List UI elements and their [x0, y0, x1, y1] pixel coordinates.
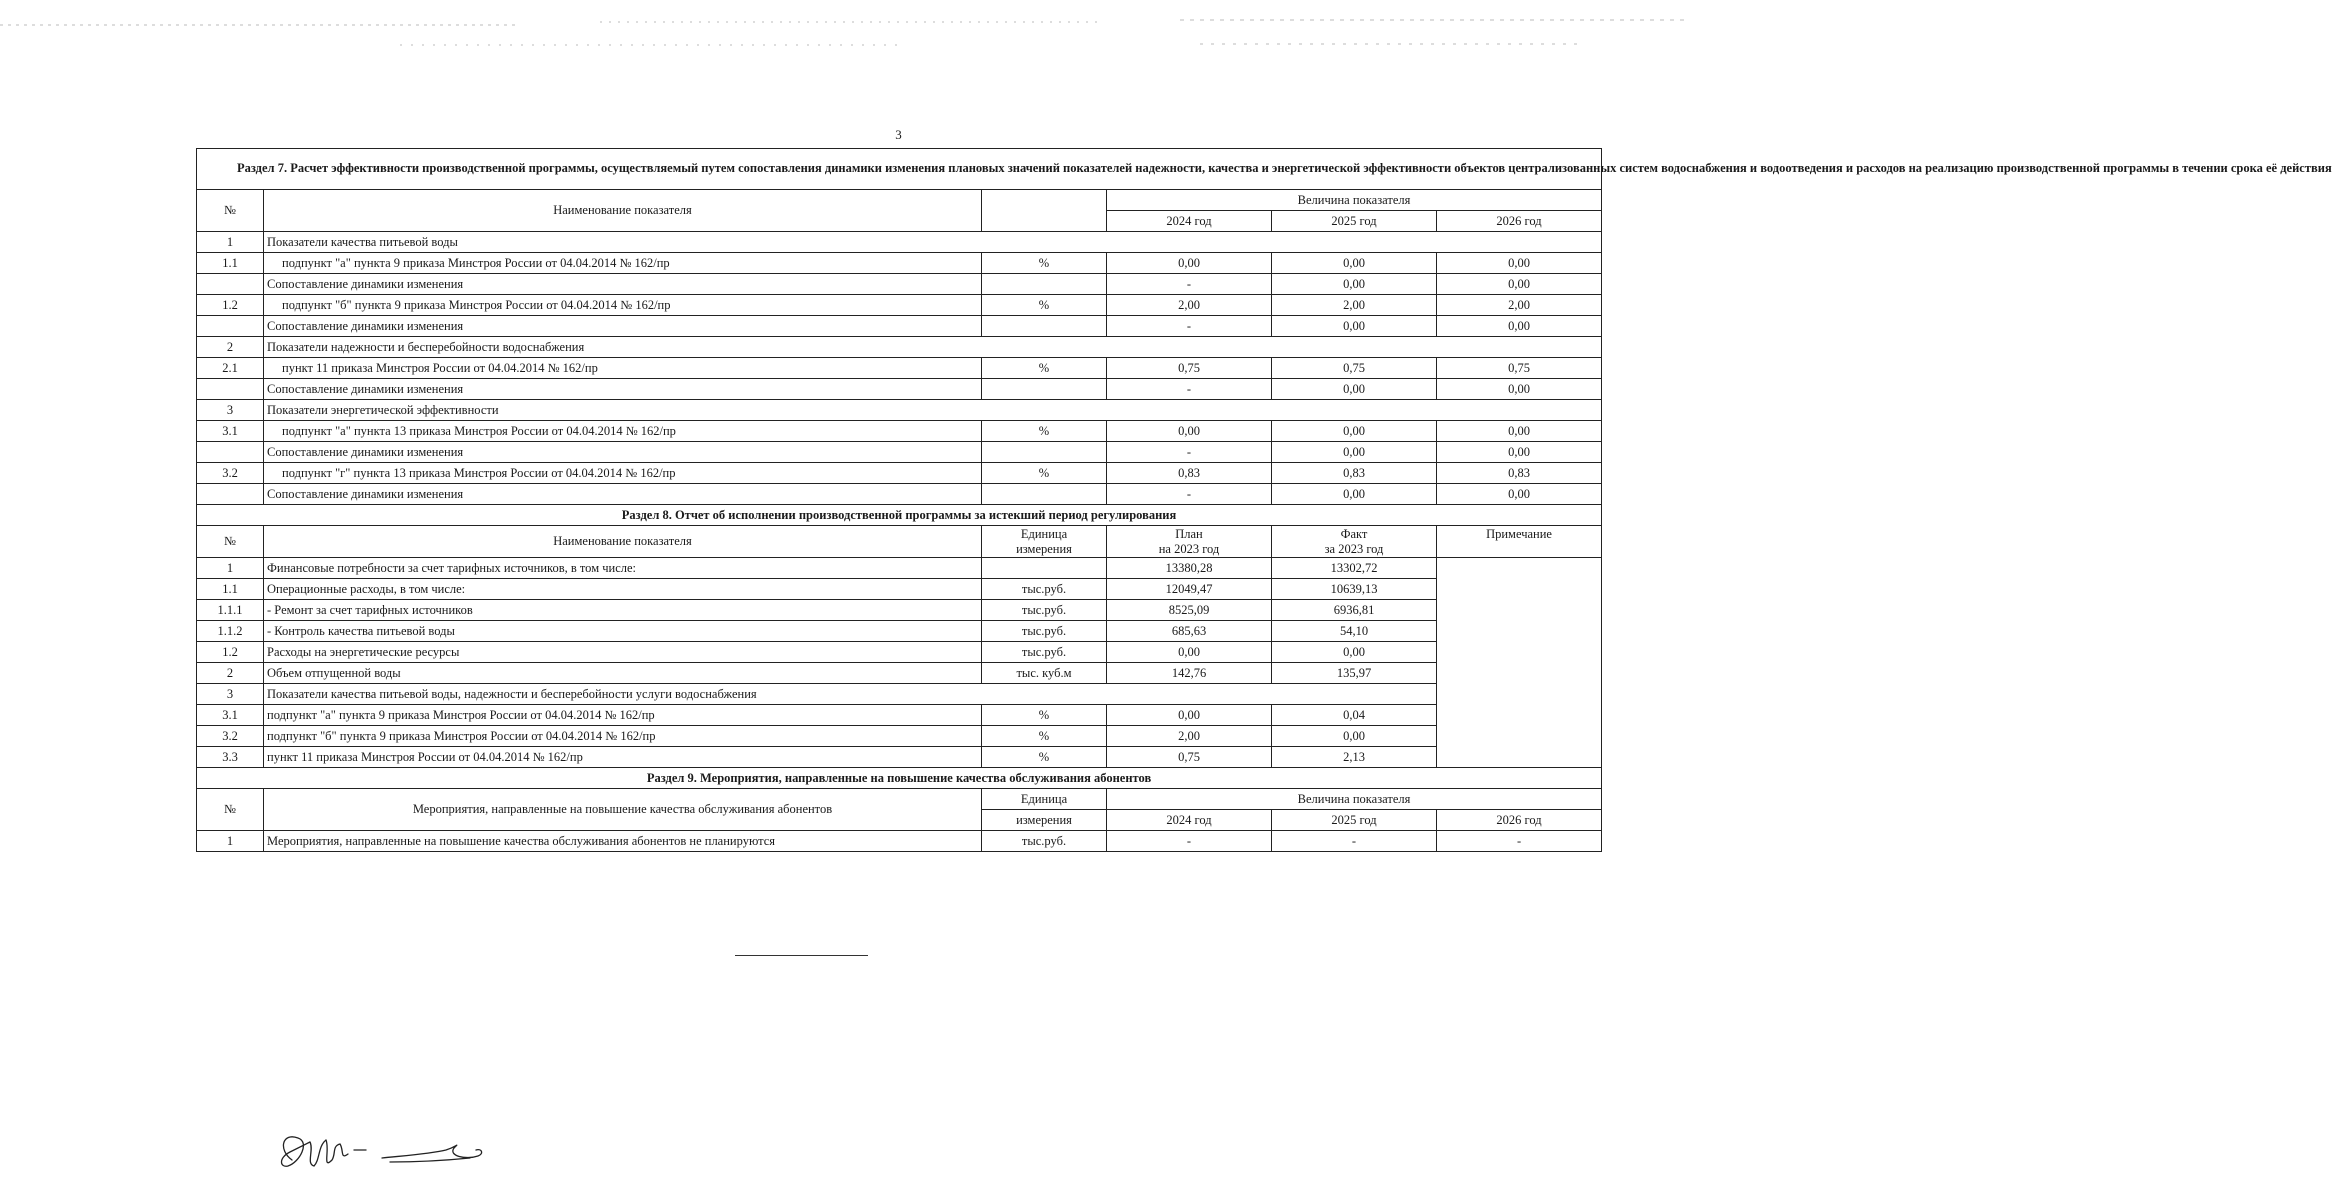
section9-header-num: № [197, 788, 264, 830]
section8-cell-name: подпункт "б" пункта 9 приказа Минстроя России от 04.04.2014 № 162/пр [264, 725, 982, 746]
section8-title-row [197, 505, 1602, 526]
section7-cell-name: подпункт "а" пункта 13 приказа Минстроя России от 04.04.2014 № 162/пр [264, 421, 982, 442]
section7-header-2026: 2026 год [1437, 211, 1602, 232]
section7-cell-2026: 0,75 [1437, 358, 1602, 379]
section7-cell-num: 1.1 [197, 253, 264, 274]
section8-cell-fact: 13302,72 [1272, 557, 1437, 578]
section7-header-value-group: Величина показателя [1107, 190, 1602, 211]
document-table-area [196, 148, 2332, 852]
section9-cell-num: 1 [197, 830, 264, 851]
section7-cell-2025: 0,00 [1272, 379, 1437, 400]
section7-row [197, 253, 1602, 274]
section9-row [197, 830, 1602, 851]
section7-cell-2025: 0,00 [1272, 421, 1437, 442]
section7-cell-unit [982, 379, 1107, 400]
section9-header-2026: 2026 год [1437, 809, 1602, 830]
section7-cell-unit: % [982, 421, 1107, 442]
section7-cell-name: Сопоставление динамики изменения [264, 484, 982, 505]
section8-header-fact [1272, 526, 1437, 558]
section8-header-plan [1107, 526, 1272, 558]
section8-cell-plan: 12049,47 [1107, 578, 1272, 599]
section7-cell-2026: 0,00 [1437, 253, 1602, 274]
section8-row [197, 662, 1602, 683]
section7-cell-2026: 0,00 [1437, 421, 1602, 442]
section8-cell-fact: 0,00 [1272, 725, 1437, 746]
section7-cell-num [197, 316, 264, 337]
section7-cell-2025: 0,00 [1272, 484, 1437, 505]
section7-title-row [197, 149, 1602, 190]
section8-row [197, 557, 1602, 578]
section7-row [197, 232, 1602, 253]
section7-cell-name: пункт 11 приказа Минстроя России от 04.04.2014 № 162/пр [264, 358, 982, 379]
section8-cell-plan: 0,00 [1107, 641, 1272, 662]
section8-cell-fact: 6936,81 [1272, 599, 1437, 620]
section7-cell-num [197, 379, 264, 400]
section8-header-fact-line2: за 2023 год [1324, 541, 1384, 556]
report-table-body [197, 149, 2332, 852]
section7-cell-2025: 0,00 [1272, 253, 1437, 274]
section7-cell-unit [982, 274, 1107, 295]
section8-cell-plan: 0,00 [1107, 704, 1272, 725]
section8-row [197, 578, 1602, 599]
section7-cell-name: Сопоставление динамики изменения [264, 274, 982, 295]
section8-header-plan-line2: на 2023 год [1158, 541, 1220, 556]
section7-cell-2025: 0,75 [1272, 358, 1437, 379]
section7-cell-group-name: Показатели энергетической эффективности [264, 400, 1602, 421]
report-table [196, 148, 2332, 852]
section7-cell-2025: 0,00 [1272, 274, 1437, 295]
section7-cell-2024: 0,00 [1107, 253, 1272, 274]
section9-cell-name: Мероприятия, направленные на повышение качества обслуживания абонентов не планируются [264, 830, 982, 851]
section8-cell-group-name: Показатели качества питьевой воды, надежности и бесперебойности услуги водоснабжения [264, 683, 1437, 704]
section7-cell-2024: - [1107, 442, 1272, 463]
section7-cell-name: Сопоставление динамики изменения [264, 379, 982, 400]
page-number: 3 [895, 127, 902, 142]
section7-cell-num: 2.1 [197, 358, 264, 379]
section8-cell-num: 3.3 [197, 746, 264, 767]
section8-cell-plan: 142,76 [1107, 662, 1272, 683]
section7-cell-2024: - [1107, 316, 1272, 337]
section8-row [197, 620, 1602, 641]
section7-cell-2024: - [1107, 274, 1272, 295]
section7-cell-unit [982, 484, 1107, 505]
section7-row [197, 484, 1602, 505]
section8-cell-name: - Ремонт за счет тарифных источников [264, 599, 982, 620]
section8-cell-unit: % [982, 746, 1107, 767]
section8-cell-fact: 10639,13 [1272, 578, 1437, 599]
section7-row [197, 295, 1602, 316]
section7-cell-num [197, 484, 264, 505]
section7-title: Раздел 7. Расчет эффективности производственной программы, осуществляемый путем сопоставления динамики изменения плановых значений показателей надежности, качества и энергетической эффективности объектов централизованных систем водоснабжения и водоотведения и расходов на реализацию производственной программы в течении срока её действия [197, 149, 1602, 190]
section8-cell-num: 3.2 [197, 725, 264, 746]
section8-cell-fact: 2,13 [1272, 746, 1437, 767]
section8-cell-num: 1.1.2 [197, 620, 264, 641]
section8-cell-unit: тыс.руб. [982, 641, 1107, 662]
section7-cell-num: 2 [197, 337, 264, 358]
section7-header-num: № [197, 190, 264, 232]
section7-cell-2024: - [1107, 379, 1272, 400]
section8-cell-fact: 0,00 [1272, 641, 1437, 662]
section7-cell-num: 3.2 [197, 463, 264, 484]
section8-cell-unit: тыс.руб. [982, 620, 1107, 641]
section7-header-row-1 [197, 190, 1602, 211]
section8-cell-name: подпункт "а" пункта 9 приказа Минстроя России от 04.04.2014 № 162/пр [264, 704, 982, 725]
section8-row [197, 599, 1602, 620]
section7-row [197, 442, 1602, 463]
section9-cell-2025: - [1272, 830, 1437, 851]
section7-row [197, 358, 1602, 379]
section8-cell-num: 3.1 [197, 704, 264, 725]
section7-row [197, 316, 1602, 337]
section7-cell-2026: 0,00 [1437, 379, 1602, 400]
section7-header-name: Наименование показателя [264, 190, 982, 232]
section7-cell-unit: % [982, 358, 1107, 379]
section8-header-plan-line1: План [1175, 527, 1203, 542]
section9-header-2025: 2025 год [1272, 809, 1437, 830]
section7-cell-2025: 0,83 [1272, 463, 1437, 484]
section8-header-row [197, 526, 1602, 558]
section8-cell-num: 1.1.1 [197, 599, 264, 620]
section8-cell-fact: 135,97 [1272, 662, 1437, 683]
section7-cell-2024: 2,00 [1107, 295, 1272, 316]
scan-noise-decoration [0, 0, 1697, 60]
section7-cell-unit: % [982, 295, 1107, 316]
section7-cell-name: Сопоставление динамики изменения [264, 316, 982, 337]
section8-cell-name: Расходы на энергетические ресурсы [264, 641, 982, 662]
section7-cell-num: 1.2 [197, 295, 264, 316]
section7-cell-group-name: Показатели качества питьевой воды [264, 232, 1602, 253]
section7-cell-2025: 0,00 [1272, 442, 1437, 463]
section8-cell-name: пункт 11 приказа Минстроя России от 04.04.2014 № 162/пр [264, 746, 982, 767]
section7-row [197, 400, 1602, 421]
section7-cell-num [197, 274, 264, 295]
section8-cell-unit [982, 557, 1107, 578]
section7-cell-unit [982, 316, 1107, 337]
section7-cell-unit [982, 442, 1107, 463]
section8-cell-num: 1.2 [197, 641, 264, 662]
section8-cell-plan: 2,00 [1107, 725, 1272, 746]
section9-title-row [197, 767, 1602, 788]
section7-cell-2026: 2,00 [1437, 295, 1602, 316]
section7-cell-num: 3 [197, 400, 264, 421]
section8-cell-name: - Контроль качества питьевой воды [264, 620, 982, 641]
section8-header-unit-line1: Единица [1020, 527, 1068, 542]
section9-title: Раздел 9. Мероприятия, направленные на повышение качества обслуживания абонентов [197, 767, 1602, 788]
section7-row [197, 274, 1602, 295]
section8-cell-num: 3 [197, 683, 264, 704]
section8-cell-note [1437, 557, 1602, 767]
section9-header-row-1 [197, 788, 1602, 809]
section7-row [197, 421, 1602, 442]
section8-cell-fact: 0,04 [1272, 704, 1437, 725]
section8-header-note: Примечание [1437, 526, 1602, 558]
section7-cell-2024: 0,75 [1107, 358, 1272, 379]
section8-row [197, 704, 1602, 725]
section8-cell-name: Объем отпущенной воды [264, 662, 982, 683]
section7-cell-2026: 0,00 [1437, 316, 1602, 337]
section7-row [197, 337, 1602, 358]
section8-header-unit-line2: измерения [1016, 541, 1072, 556]
section8-cell-num: 1 [197, 557, 264, 578]
section7-cell-num: 1 [197, 232, 264, 253]
section8-cell-name: Финансовые потребности за счет тарифных источников, в том числе: [264, 557, 982, 578]
handwritten-signature [270, 1120, 530, 1190]
section8-cell-unit: % [982, 725, 1107, 746]
section8-header-num: № [197, 526, 264, 558]
section8-cell-plan: 0,75 [1107, 746, 1272, 767]
section8-cell-name: Операционные расходы, в том числе: [264, 578, 982, 599]
section8-cell-num: 2 [197, 662, 264, 683]
section7-cell-num: 3.1 [197, 421, 264, 442]
section9-header-2024: 2024 год [1107, 809, 1272, 830]
section8-cell-unit: тыс.руб. [982, 578, 1107, 599]
section8-row [197, 746, 1602, 767]
section9-header-value-group: Величина показателя [1107, 788, 1602, 809]
section8-row [197, 641, 1602, 662]
section7-header-2025: 2025 год [1272, 211, 1437, 232]
section9-cell-unit: тыс.руб. [982, 830, 1107, 851]
section7-cell-num [197, 442, 264, 463]
section7-cell-2026: 0,83 [1437, 463, 1602, 484]
section8-row [197, 725, 1602, 746]
section7-cell-name: Сопоставление динамики изменения [264, 442, 982, 463]
closing-rule [735, 955, 868, 956]
section7-row [197, 463, 1602, 484]
section7-cell-2026: 0,00 [1437, 274, 1602, 295]
section7-cell-group-name: Показатели надежности и бесперебойности водоснабжения [264, 337, 1602, 358]
section7-cell-2024: - [1107, 484, 1272, 505]
section9-cell-2024: - [1107, 830, 1272, 851]
section8-header-fact-line1: Факт [1340, 527, 1368, 542]
section9-header-name: Мероприятия, направленные на повышение качества обслуживания абонентов [264, 788, 982, 830]
section8-header-name: Наименование показателя [264, 526, 982, 558]
section7-cell-name: подпункт "а" пункта 9 приказа Минстроя России от 04.04.2014 № 162/пр [264, 253, 982, 274]
section7-cell-unit: % [982, 463, 1107, 484]
section7-header-unit [982, 190, 1107, 232]
section7-row [197, 379, 1602, 400]
section7-cell-2026: 0,00 [1437, 442, 1602, 463]
section7-cell-2024: 0,83 [1107, 463, 1272, 484]
section7-cell-2025: 2,00 [1272, 295, 1437, 316]
section7-cell-name: подпункт "г" пункта 13 приказа Минстроя России от 04.04.2014 № 162/пр [264, 463, 982, 484]
section7-header-2024: 2024 год [1107, 211, 1272, 232]
section8-cell-plan: 8525,09 [1107, 599, 1272, 620]
section8-cell-unit: тыс.руб. [982, 599, 1107, 620]
section7-cell-2025: 0,00 [1272, 316, 1437, 337]
section8-cell-fact: 54,10 [1272, 620, 1437, 641]
section8-cell-num: 1.1 [197, 578, 264, 599]
section7-cell-2026: 0,00 [1437, 484, 1602, 505]
section8-cell-plan: 13380,28 [1107, 557, 1272, 578]
section9-cell-2026: - [1437, 830, 1602, 851]
section8-header-unit [982, 526, 1107, 558]
section8-cell-plan: 685,63 [1107, 620, 1272, 641]
section7-cell-2024: 0,00 [1107, 421, 1272, 442]
section8-row [197, 683, 1602, 704]
section8-cell-unit: % [982, 704, 1107, 725]
section7-cell-unit: % [982, 253, 1107, 274]
section9-header-unit-line1: Единица [982, 788, 1107, 809]
section7-cell-name: подпункт "б" пункта 9 приказа Минстроя России от 04.04.2014 № 162/пр [264, 295, 982, 316]
section9-header-unit-line2: измерения [982, 809, 1107, 830]
section8-cell-unit: тыс. куб.м [982, 662, 1107, 683]
section8-title: Раздел 8. Отчет об исполнении производственной программы за истекший период регулирования [197, 505, 1602, 526]
